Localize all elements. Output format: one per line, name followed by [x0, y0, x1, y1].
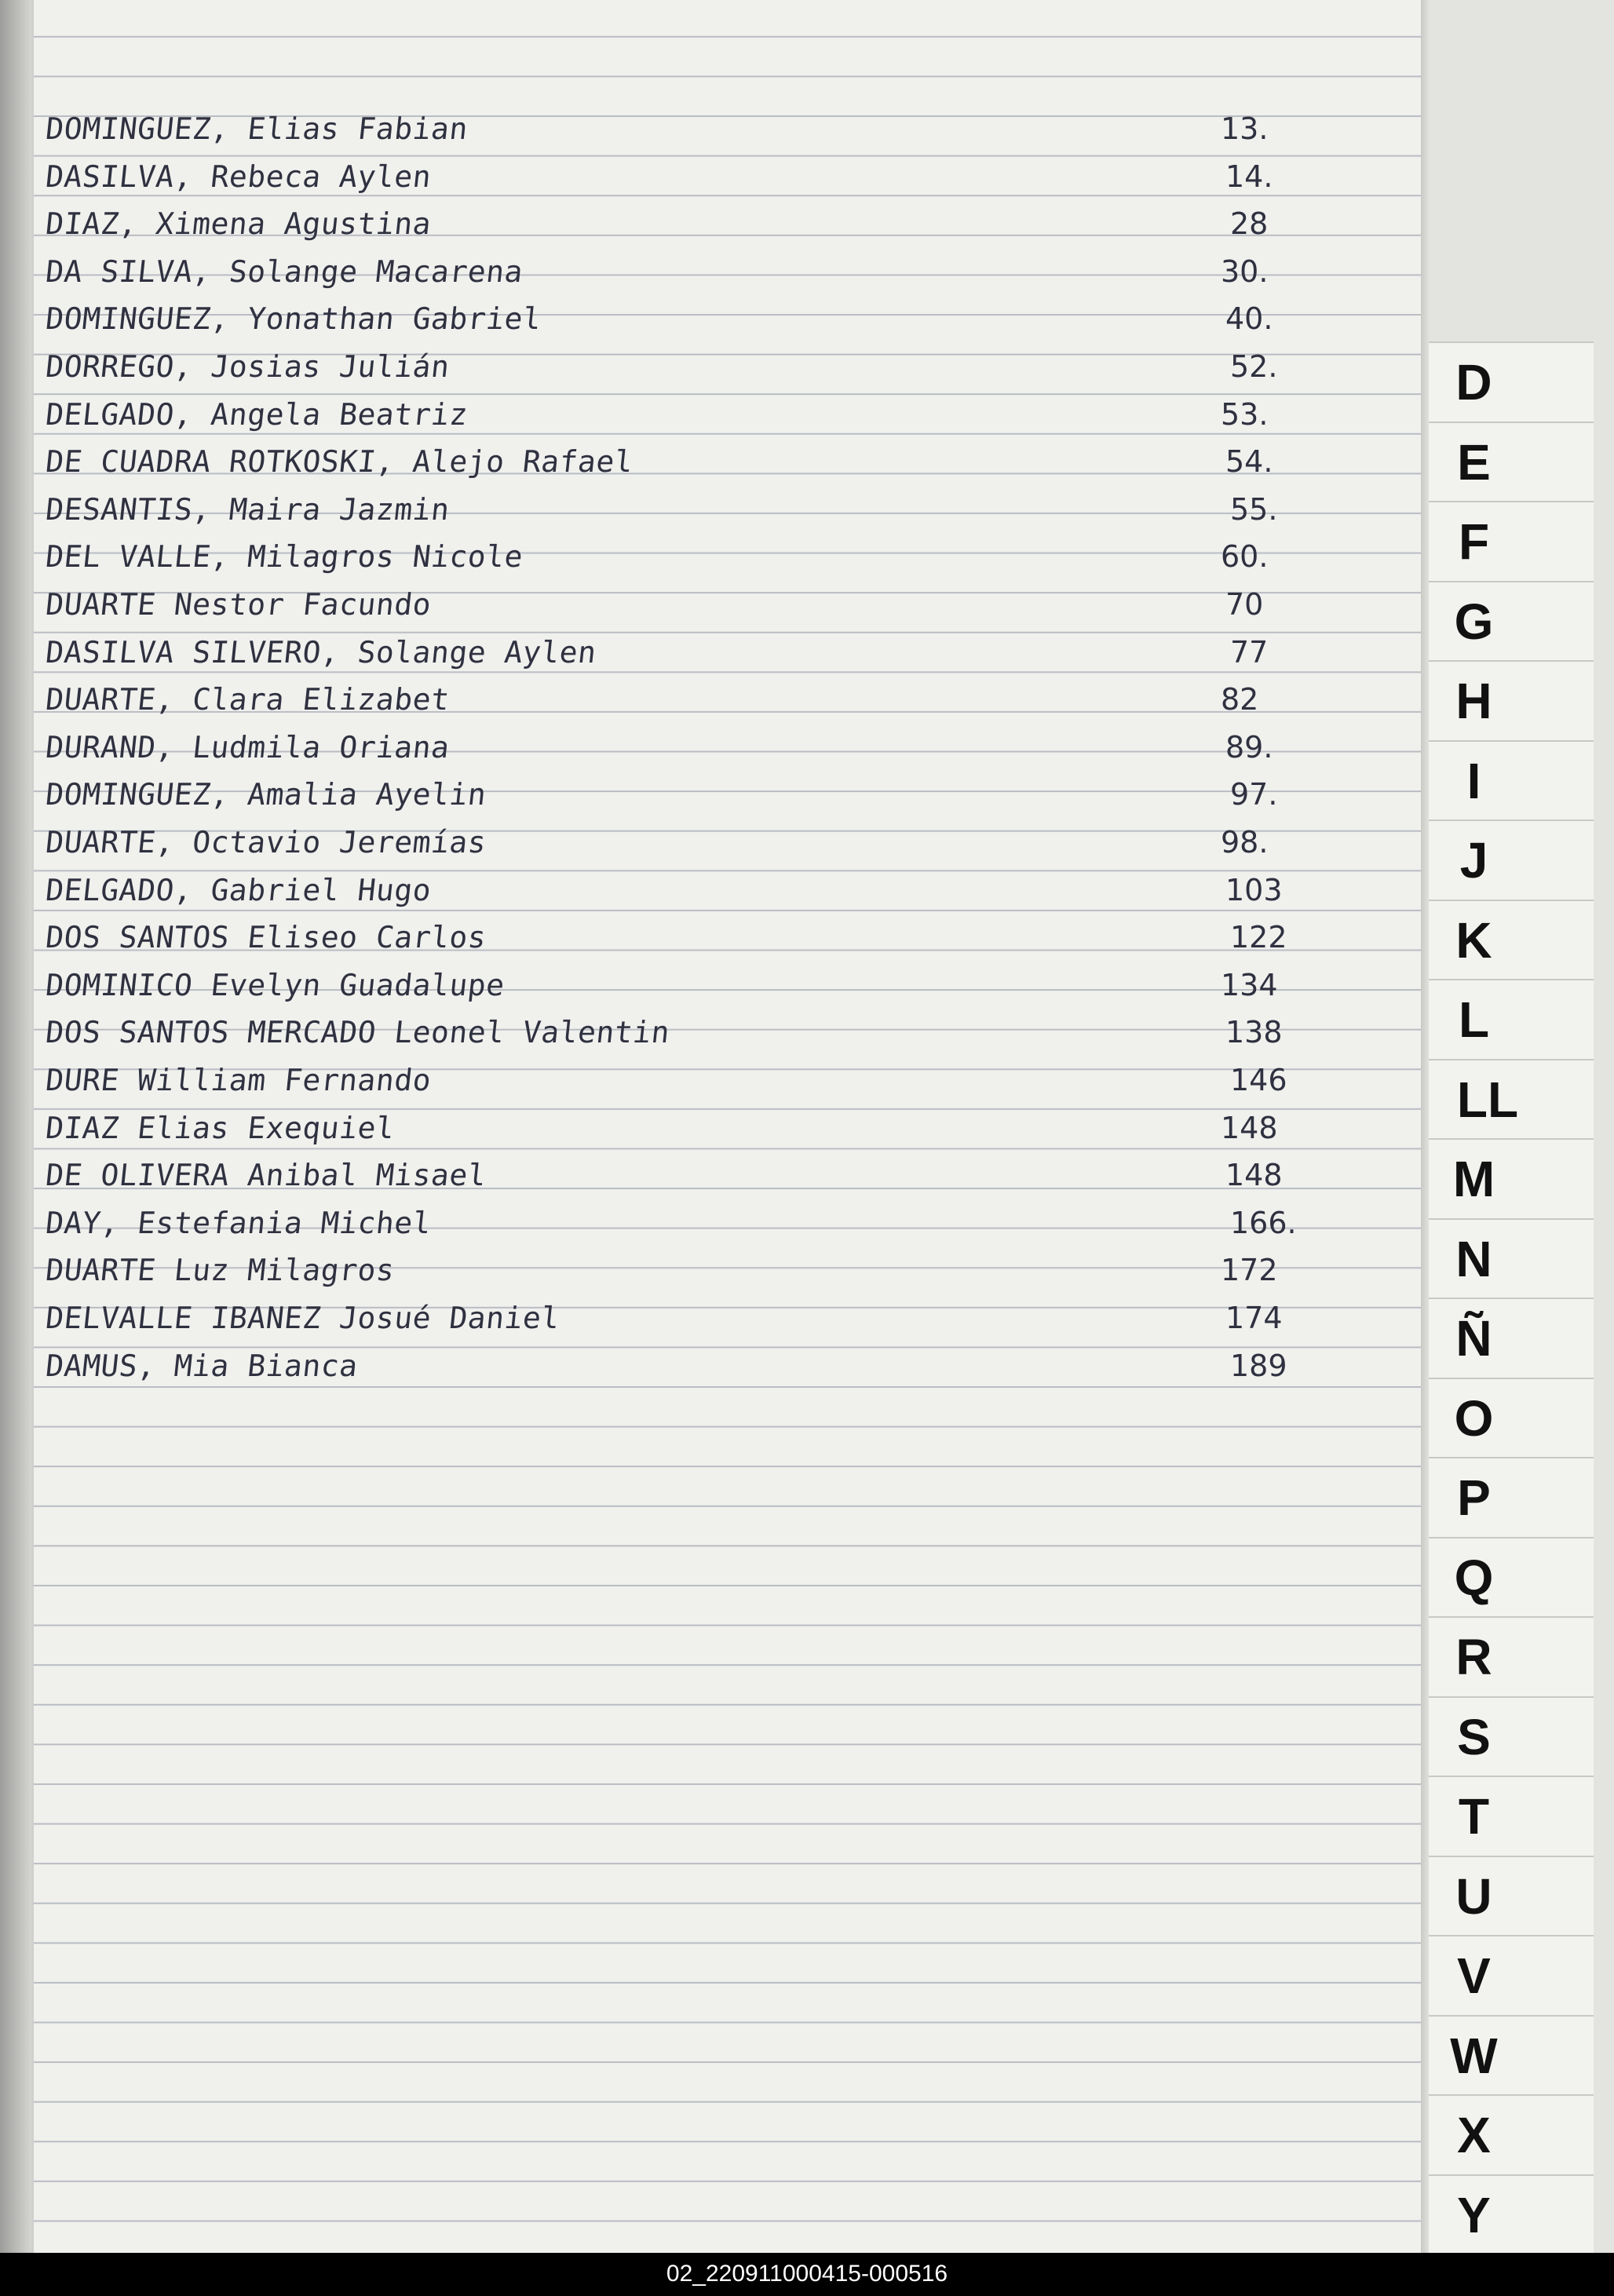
entry-name: DOS SANTOS Eliseo Carlos — [44, 920, 488, 955]
index-tab[interactable] — [1429, 1935, 1594, 2017]
entry-name: DE OLIVERA Anibal Misael — [44, 1158, 488, 1192]
entry-number: 13. — [1221, 111, 1269, 146]
entry-name: DOS SANTOS MERCADO Leonel Valentin — [44, 1015, 672, 1049]
entry-name: DURAND, Ludmila Oriana — [44, 730, 451, 765]
entry-number: 28 — [1230, 206, 1269, 241]
index-tab-letter: X — [1457, 2107, 1491, 2163]
entry-number: 82 — [1221, 682, 1259, 717]
index-tab-letter: D — [1455, 354, 1492, 411]
entry-name: DE CUADRA ROTKOSKI, Alejo Rafael — [44, 444, 635, 479]
index-tab[interactable] — [1429, 660, 1594, 742]
entry-number: 148 — [1221, 1111, 1278, 1145]
entry-name: DURE William Fernando — [44, 1063, 433, 1097]
index-tab[interactable] — [1429, 581, 1594, 663]
entry-name: DAMUS, Mia Bianca — [44, 1349, 360, 1383]
entry-name: DUARTE Nestor Facundo — [44, 587, 433, 622]
index-tab-letter: S — [1457, 1709, 1491, 1765]
entry-number: 166. — [1230, 1206, 1297, 1240]
entry-number: 122 — [1230, 920, 1287, 955]
index-tab[interactable] — [1429, 1696, 1594, 1778]
entry-name: DA SILVA, Solange Macarena — [44, 254, 525, 289]
entry-number: 53. — [1221, 397, 1269, 432]
entry-number: 189 — [1230, 1349, 1287, 1383]
entry-name: DELGADO, Gabriel Hugo — [44, 873, 433, 907]
entry-number: 146 — [1230, 1063, 1287, 1097]
index-tab-letter: P — [1457, 1469, 1491, 1526]
index-tab-letter: G — [1454, 593, 1494, 650]
entry-name: DELVALLE IBANEZ Josué Daniel — [44, 1301, 562, 1335]
index-tab[interactable] — [1429, 1298, 1594, 1379]
index-tab-letter: V — [1457, 1947, 1491, 2004]
entry-name: DIAZ Elias Exequiel — [44, 1111, 396, 1145]
entry-number: 97. — [1230, 777, 1278, 812]
index-tab[interactable] — [1429, 1537, 1594, 1619]
index-tab[interactable] — [1429, 2094, 1594, 2176]
index-tab-letter: Y — [1457, 2187, 1491, 2243]
entry-number: 148 — [1225, 1158, 1283, 1192]
index-tab-letter: R — [1455, 1629, 1492, 1685]
entry-name: DUARTE, Clara Elizabet — [44, 682, 451, 717]
index-tab[interactable] — [1429, 740, 1594, 822]
entry-name: DUARTE Luz Milagros — [44, 1253, 396, 1287]
index-tab-letter: LL — [1456, 1071, 1519, 1128]
entry-name: DASILVA, Rebeca Aylen — [44, 159, 433, 194]
entry-number: 89. — [1225, 730, 1273, 765]
entry-name: DORREGO, Josias Julián — [44, 349, 451, 384]
entry-name: DESANTIS, Maira Jazmin — [44, 492, 451, 527]
index-tab[interactable] — [1429, 1856, 1594, 1937]
index-tab-letter: H — [1455, 673, 1492, 729]
entry-number: 54. — [1225, 444, 1273, 479]
index-tab-letter: W — [1450, 2028, 1498, 2084]
index-tab-letter: Q — [1454, 1550, 1494, 1606]
entry-number: 172 — [1221, 1253, 1278, 1287]
entry-name: DOMINGUEZ, Yonathan Gabriel — [44, 301, 543, 336]
index-tab[interactable] — [1429, 1457, 1594, 1539]
entry-number: 103 — [1225, 873, 1283, 907]
index-tab-letter: O — [1454, 1390, 1494, 1447]
entry-number: 55. — [1230, 492, 1278, 527]
index-tab[interactable] — [1429, 2015, 1594, 2097]
entry-number: 30. — [1221, 254, 1269, 289]
index-tab[interactable] — [1429, 900, 1594, 981]
entry-name: DELGADO, Angela Beatriz — [44, 397, 470, 432]
entry-name: DEL VALLE, Milagros Nicole — [44, 539, 525, 574]
index-tab-letter: E — [1457, 434, 1491, 491]
index-tab-letter: J — [1459, 832, 1488, 889]
index-tab-letter: F — [1458, 513, 1490, 570]
entry-name: DOMINGUEZ, Amalia Ayelin — [44, 777, 488, 812]
index-tab[interactable] — [1429, 1218, 1594, 1300]
index-tab[interactable] — [1429, 1059, 1594, 1141]
footer-code: 02_220911000415-000516 — [666, 2261, 948, 2287]
entry-number: 138 — [1225, 1015, 1283, 1049]
index-tab-letter: L — [1458, 991, 1490, 1048]
index-tab-letter: M — [1452, 1151, 1495, 1207]
entry-name: DUARTE, Octavio Jeremías — [44, 825, 488, 860]
index-tab[interactable] — [1429, 979, 1594, 1060]
entry-number: 70 — [1225, 587, 1264, 622]
index-tab-letter: K — [1455, 912, 1492, 969]
entry-name: DAY, Estefania Michel — [44, 1206, 433, 1240]
index-tab[interactable] — [1429, 341, 1594, 423]
index-tab[interactable] — [1429, 2174, 1594, 2256]
index-tab-letter: N — [1455, 1231, 1492, 1287]
index-tab[interactable] — [1429, 1138, 1594, 1220]
index-tab[interactable] — [1429, 819, 1594, 901]
index-tab[interactable] — [1429, 1378, 1594, 1459]
entry-number: 14. — [1225, 159, 1273, 194]
entry-number: 40. — [1225, 301, 1273, 336]
entry-number: 134 — [1221, 968, 1278, 1002]
entry-number: 77 — [1230, 635, 1269, 670]
index-tab-letter: Ñ — [1455, 1310, 1492, 1367]
entry-number: 174 — [1225, 1301, 1283, 1335]
entry-name: DOMINGUEZ, Elias Fabian — [44, 111, 470, 146]
index-tab[interactable] — [1429, 1616, 1594, 1698]
binding-shadow — [0, 0, 31, 2253]
entry-number: 52. — [1230, 349, 1278, 384]
index-tab[interactable] — [1429, 422, 1594, 503]
entry-number: 60. — [1221, 539, 1269, 574]
entry-name: DIAZ, Ximena Agustina — [44, 206, 433, 241]
entry-name: DOMINICO Evelyn Guadalupe — [44, 968, 507, 1002]
index-tab-letter: I — [1466, 753, 1481, 809]
index-tab[interactable] — [1429, 1776, 1594, 1857]
index-tab-letter: T — [1458, 1788, 1490, 1845]
index-tab[interactable] — [1429, 501, 1594, 582]
index-tab-letter: U — [1455, 1868, 1492, 1925]
entry-number: 98. — [1221, 825, 1269, 860]
entry-name: DASILVA SILVERO, Solange Aylen — [44, 635, 598, 670]
